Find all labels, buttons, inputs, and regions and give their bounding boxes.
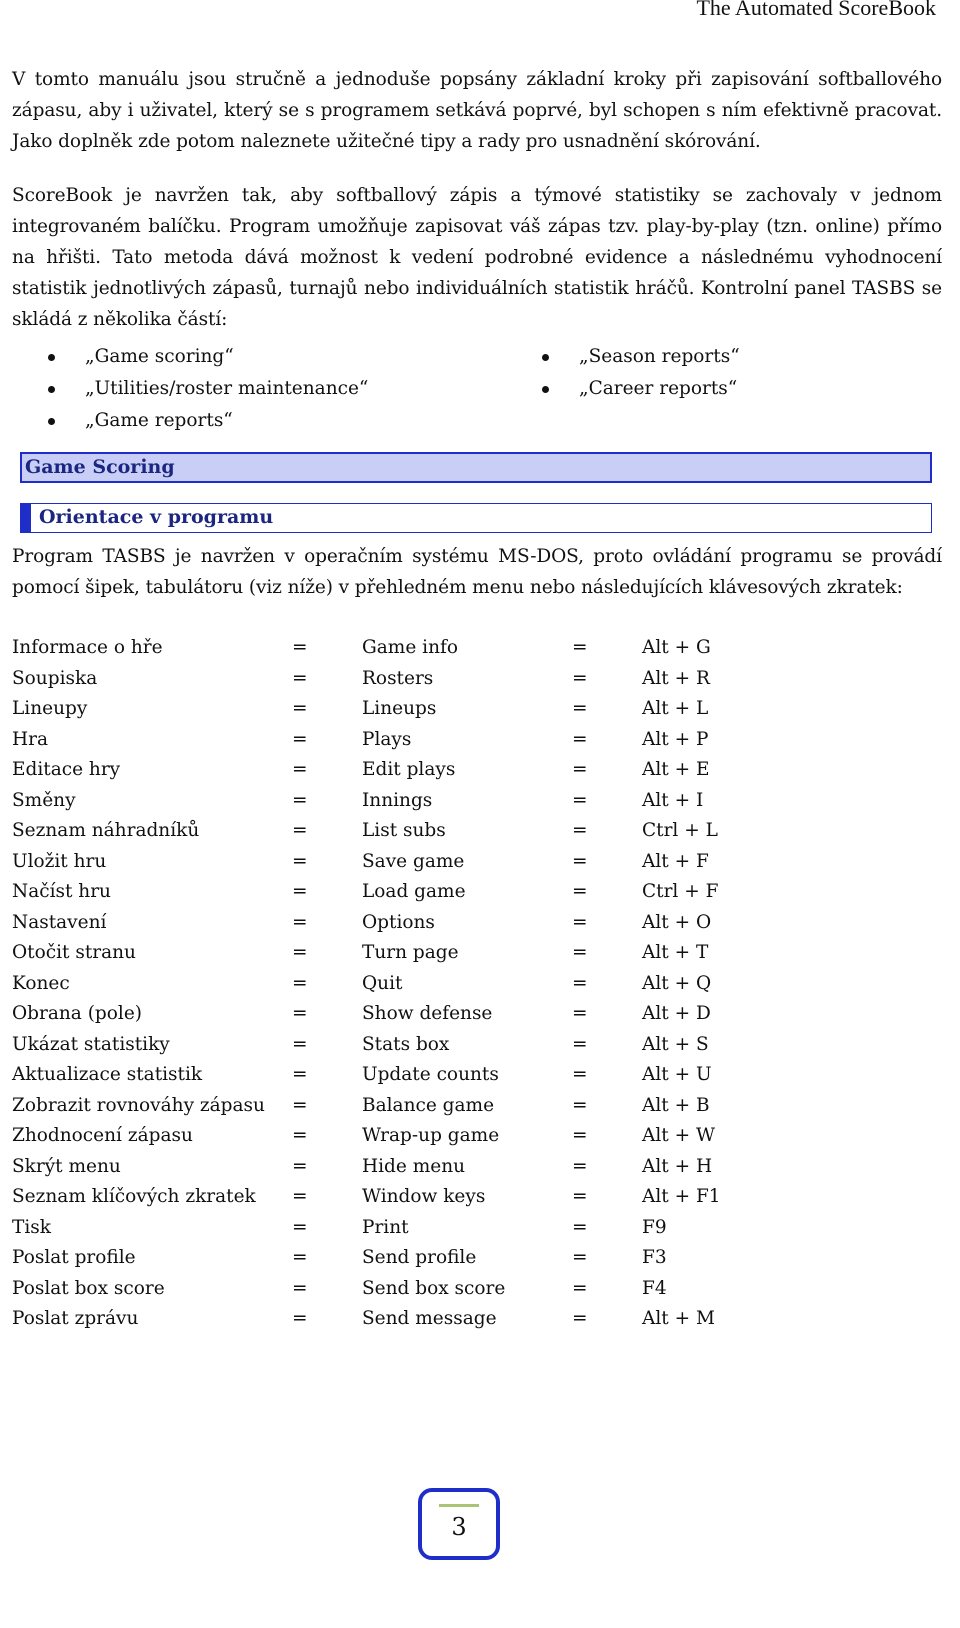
equals-sign: = [572,728,588,750]
orientation-paragraph: Program TASBS je navržen v operačním systému MS-DOS, proto ovládání programu se provádí pomocí šipek, tabulátoru (viz níže) v přehledném menu nebo následujících klávesových zkratek: [12,546,942,598]
equals-sign: = [292,637,308,658]
table-row [12,1304,942,1335]
page-number-badge [418,1488,500,1560]
shortcut-czech-label: Konec [12,972,70,994]
shortcut-key: Alt + S [642,1033,709,1055]
equals-sign: = [572,1308,588,1329]
overview-paragraph: ScoreBook je navržen tak, aby softballový zápis a týmové statistiky se zachovaly v jednom integrovaném balíčku. Program umožňuje zapisovat váš zápas tzv. play-by-play (tzn. online) přímo na hřišti. Tato metoda dává možnost k vedení podrobné evidence a následnému vyhodnocení statistik jednotlivých zápasů, turnajů nebo individuálních statistik hráčů. Kontrolní panel TASBS se skládá z několika částí: [12,185,942,330]
shortcut-czech-label: Poslat zprávu [12,1308,139,1329]
equals-sign: = [292,1216,308,1238]
equals-sign: = [572,1277,588,1299]
shortcut-czech-label: Načíst hru [12,881,111,902]
equals-sign: = [292,1064,308,1085]
table-row [12,877,942,908]
shortcut-key: Alt + D [642,1003,711,1024]
equals-sign: = [292,1155,308,1177]
equals-sign: = [292,1308,308,1329]
list-item-label: „Career reports“ [579,378,738,399]
shortcut-english-label: Update counts [362,1064,499,1085]
shortcut-czech-label: Lineupy [12,698,88,719]
shortcut-key: Alt + B [642,1094,710,1116]
shortcut-key: Alt + W [642,1125,715,1146]
page-number: 3 [451,1513,467,1541]
shortcut-key: Ctrl + F [642,881,719,902]
equals-sign: = [292,1247,308,1268]
shortcut-key: Alt + G [642,637,711,658]
equals-sign: = [572,820,588,841]
shortcut-czech-label: Ukázat statistiky [12,1033,170,1055]
equals-sign: = [292,972,308,994]
shortcut-english-label: Plays [362,728,412,750]
equals-sign: = [572,881,588,902]
equals-sign: = [572,759,588,780]
shortcut-czech-label: Otočit stranu [12,942,136,963]
list-item-label: „Game reports“ [85,410,233,431]
equals-sign: = [572,667,588,689]
equals-sign: = [292,1277,308,1299]
badge-accent-line [439,1504,479,1507]
equals-sign: = [572,1125,588,1146]
table-row [12,847,942,878]
list-item-label: „Season reports“ [579,346,740,367]
table-row [12,633,942,664]
equals-sign: = [292,698,308,719]
panel-parts-list [12,341,942,437]
table-row [12,1060,942,1091]
equals-sign: = [292,667,308,689]
equals-sign: = [572,1094,588,1116]
section-heading-game-scoring: Game Scoring [20,452,932,483]
shortcut-czech-label: Editace hry [12,759,121,780]
table-row [12,694,942,725]
table-row [12,786,942,817]
list-item-label: „Utilities/roster maintenance“ [85,378,369,399]
equals-sign: = [572,1064,588,1085]
bullet-icon [48,418,55,425]
shortcut-english-label: Game info [362,637,458,658]
equals-sign: = [572,637,588,658]
shortcut-english-label: Hide menu [362,1155,466,1177]
shortcut-key: Alt + U [642,1064,712,1085]
shortcut-czech-label: Nastavení [12,911,107,933]
shortcut-english-label: Wrap-up game [362,1125,500,1146]
shortcut-czech-label: Poslat profile [12,1247,136,1268]
table-row [12,908,942,939]
equals-sign: = [292,728,308,750]
shortcut-english-label: Send message [362,1308,497,1329]
shortcut-czech-label: Seznam náhradníků [12,820,200,841]
document-page [12,0,948,1628]
equals-sign: = [292,881,308,902]
table-row [12,1091,942,1122]
equals-sign: = [572,1155,588,1177]
shortcut-key: Alt + F1 [642,1186,721,1207]
shortcut-czech-label: Informace o hře [12,637,163,658]
equals-sign: = [572,972,588,994]
equals-sign: = [572,698,588,719]
shortcut-english-label: Send profile [362,1247,477,1268]
shortcut-czech-label: Hra [12,728,49,750]
list-item [12,405,472,437]
shortcut-czech-label: Seznam klíčových zkratek [12,1186,256,1207]
shortcut-key: F3 [642,1247,667,1268]
table-row [12,755,942,786]
equals-sign: = [292,759,308,780]
shortcut-key: Alt + O [642,911,712,933]
shortcut-english-label: Turn page [362,942,459,963]
equals-sign: = [572,1216,588,1238]
shortcut-english-label: Lineups [362,698,437,719]
shortcut-czech-label: Obrana (pole) [12,1003,142,1024]
equals-sign: = [292,1125,308,1146]
table-row [12,1243,942,1274]
table-row [12,938,942,969]
equals-sign: = [572,911,588,933]
shortcut-english-label: Print [362,1216,409,1238]
header-title: The Automated ScoreBook [696,0,936,20]
table-row [12,1182,942,1213]
shortcut-key: Alt + I [642,789,704,811]
equals-sign: = [572,1003,588,1024]
equals-sign: = [572,1033,588,1055]
table-row [12,1274,942,1305]
table-row [12,1121,942,1152]
shortcut-english-label: Innings [362,789,433,811]
table-row [12,1213,942,1244]
bullet-icon [542,386,549,393]
shortcut-english-label: Send box score [362,1277,506,1299]
table-row [12,1152,942,1183]
shortcut-key: F9 [642,1216,667,1238]
shortcut-key: Alt + H [642,1155,713,1177]
shortcut-key: Alt + F [642,850,709,872]
shortcut-key: Alt + Q [642,972,712,994]
table-row [12,1030,942,1061]
list-item-label: „Game scoring“ [85,346,234,367]
shortcut-czech-label: Uložit hru [12,850,107,872]
equals-sign: = [292,1094,308,1116]
shortcut-key: F4 [642,1277,667,1299]
table-row [12,999,942,1030]
table-row [12,725,942,756]
equals-sign: = [292,820,308,841]
list-item [12,373,942,405]
table-row [12,816,942,847]
equals-sign: = [572,850,588,872]
shortcut-czech-label: Soupiska [12,667,98,689]
equals-sign: = [292,911,308,933]
shortcut-english-label: Window keys [362,1186,486,1207]
equals-sign: = [572,789,588,811]
shortcut-czech-label: Zobrazit rovnováhy zápasu [12,1094,265,1116]
shortcut-english-label: Edit plays [362,759,456,780]
shortcut-english-label: Load game [362,881,466,902]
shortcut-czech-label: Tisk [12,1216,51,1238]
equals-sign: = [292,850,308,872]
shortcut-english-label: List subs [362,820,446,841]
shortcut-key: Alt + P [642,728,709,750]
shortcut-english-label: Options [362,911,435,933]
equals-sign: = [292,789,308,811]
shortcut-english-label: Stats box [362,1033,450,1055]
shortcut-english-label: Save game [362,850,465,872]
equals-sign: = [292,942,308,963]
bullet-icon [542,354,549,361]
equals-sign: = [292,1186,308,1207]
shortcut-czech-label: Aktualizace statistik [12,1064,203,1085]
list-item [12,341,942,373]
shortcut-english-label: Rosters [362,667,434,689]
shortcut-english-label: Balance game [362,1094,495,1116]
equals-sign: = [572,1186,588,1207]
shortcut-key: Alt + R [642,667,710,689]
equals-sign: = [572,1247,588,1268]
equals-sign: = [572,942,588,963]
shortcut-key: Alt + L [642,698,709,719]
shortcut-english-label: Quit [362,972,403,994]
intro-paragraph: V tomto manuálu jsou stručně a jednoduše popsány základní kroky při zapisování softballového zápasu, aby i uživatel, který se s programem setkává poprvé, byl schopen s ním efektivně pracovat. Jako doplněk zde potom naleznete užitečné tipy a rady pro usnadnění skórování. [12,69,942,152]
shortcut-key: Alt + T [642,942,709,963]
table-row [12,664,942,695]
shortcut-key: Alt + M [642,1308,715,1329]
shortcut-key: Ctrl + L [642,820,718,841]
table-row [12,969,942,1000]
shortcut-czech-label: Zhodnocení zápasu [12,1125,193,1146]
equals-sign: = [292,1003,308,1024]
subsection-heading-orientation: Orientace v programu [20,503,932,533]
shortcut-czech-label: Skrýt menu [12,1155,121,1177]
shortcut-czech-label: Poslat box score [12,1277,165,1299]
equals-sign: = [292,1033,308,1055]
shortcut-key: Alt + E [642,759,710,780]
shortcut-czech-label: Směny [12,789,76,811]
shortcut-table [12,633,942,1333]
shortcut-english-label: Show defense [362,1003,493,1024]
